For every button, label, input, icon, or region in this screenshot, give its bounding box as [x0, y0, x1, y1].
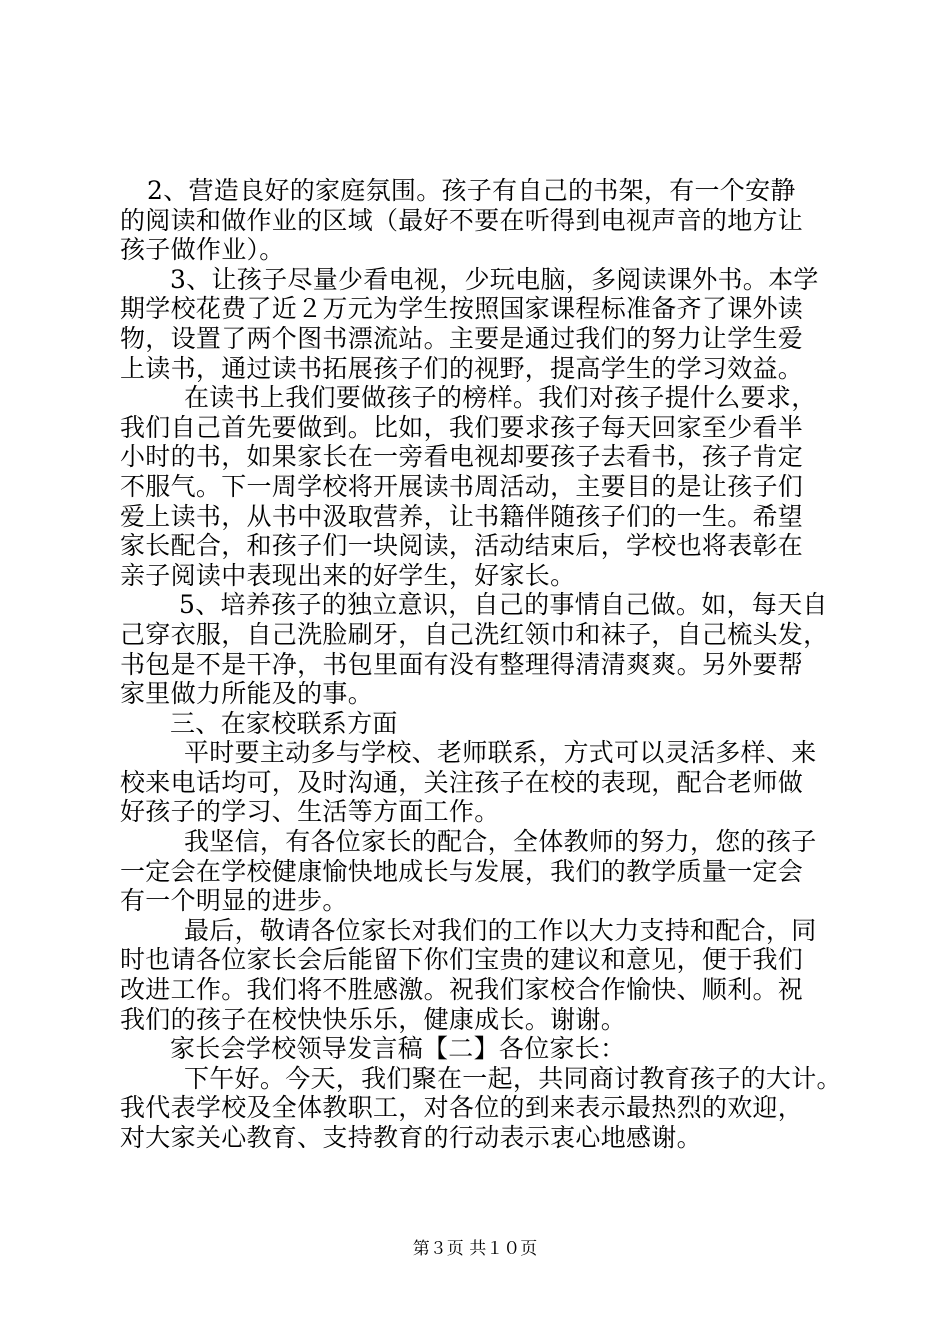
text-line: 2、营造良好的家庭氛围。孩子有自己的书架，有一个安静: [147, 176, 796, 205]
text-line: 有一个明显的进步。: [120, 886, 348, 916]
text-line: 最后，敬请各位家长对我们的工作以大力支持和配合，同: [184, 915, 817, 945]
text-line: 上读书，通过读书拓展孩子们的视野，提高学生的学习效益。: [120, 353, 804, 383]
text-line: 好孩子的学习、生活等方面工作。: [120, 797, 500, 827]
text-line: 我代表学校及全体教职工，对各位的到来表示最热烈的欢迎，: [120, 1093, 804, 1123]
text-line: 的阅读和做作业的区域（最好不要在听得到电视声音的地方让: [120, 205, 804, 235]
text-line: 我们自己首先要做到。比如，我们要求孩子每天回家至少看半: [120, 412, 804, 442]
text-line: 一定会在学校健康愉快地成长与发展，我们的教学质量一定会: [120, 856, 804, 886]
text-line: 校来电话均可，及时沟通，关注孩子在校的表现，配合老师做: [120, 767, 804, 797]
text-line: 爱上读书，从书中汲取营养，让书籍伴随孩子们的一生。希望: [120, 501, 804, 531]
text-line: 家长配合，和孩子们一块阅读，活动结束后，学校也将表彰在: [120, 531, 804, 561]
text-line: 期学校花费了近２万元为学生按照国家课程标准备齐了课外读: [120, 294, 804, 324]
page-footer: 第３页 共１０页: [412, 1239, 538, 1259]
text-line: 家里做力所能及的事。: [120, 679, 374, 709]
text-line: 小时的书，如果家长在一旁看电视却要孩子去看书，孩子肯定: [120, 442, 804, 472]
text-line: 5、培养孩子的独立意识，自己的事情自己做。如，每天自: [179, 590, 828, 620]
text-line: 平时要主动多与学校、老师联系，方式可以灵活多样、来: [184, 738, 817, 768]
text-line: 我坚信，有各位家长的配合，全体教师的努力，您的孩子: [184, 827, 817, 857]
text-line: 物，设置了两个图书漂流站。主要是通过我们的努力让学生爱: [120, 323, 804, 353]
text-line: 对大家关心教育、支持教育的行动表示衷心地感谢。: [120, 1123, 702, 1152]
text-line: 下午好。今天，我们聚在一起，共同商讨教育孩子的大计。: [184, 1063, 842, 1093]
text-line: 时也请各位家长会后能留下你们宝贵的建议和意见，便于我们: [120, 945, 804, 975]
text-line: 我们的孩子在校快快乐乐，健康成长。谢谢。: [120, 1004, 627, 1034]
document-body: [120, 176, 840, 1153]
section-heading: 三、在家校联系方面: [170, 708, 398, 738]
text-line: 不服气。下一周学校将开展读书周活动，主要目的是让孩子们: [120, 471, 804, 501]
text-line: 亲子阅读中表现出来的好学生，好家长。: [120, 560, 576, 590]
text-line: 己穿衣服，自己洗脸刷牙，自己洗红领巾和袜子，自己梳头发，: [120, 619, 829, 649]
text-line: 在读书上我们要做孩子的榜样。我们对孩子提什么要求，: [184, 383, 817, 413]
text-line: 孩子做作业）。: [120, 235, 285, 265]
section-heading: 家长会学校领导发言稿【二】各位家长：: [170, 1034, 626, 1064]
text-line: 3、让孩子尽量少看电视，少玩电脑，多阅读课外书。本学: [170, 264, 819, 294]
text-line: 书包是不是干净，书包里面有没有整理得清清爽爽。另外要帮: [120, 649, 804, 679]
text-line: 改进工作。我们将不胜感激。祝我们家校合作愉快、顺利。祝: [120, 975, 804, 1005]
